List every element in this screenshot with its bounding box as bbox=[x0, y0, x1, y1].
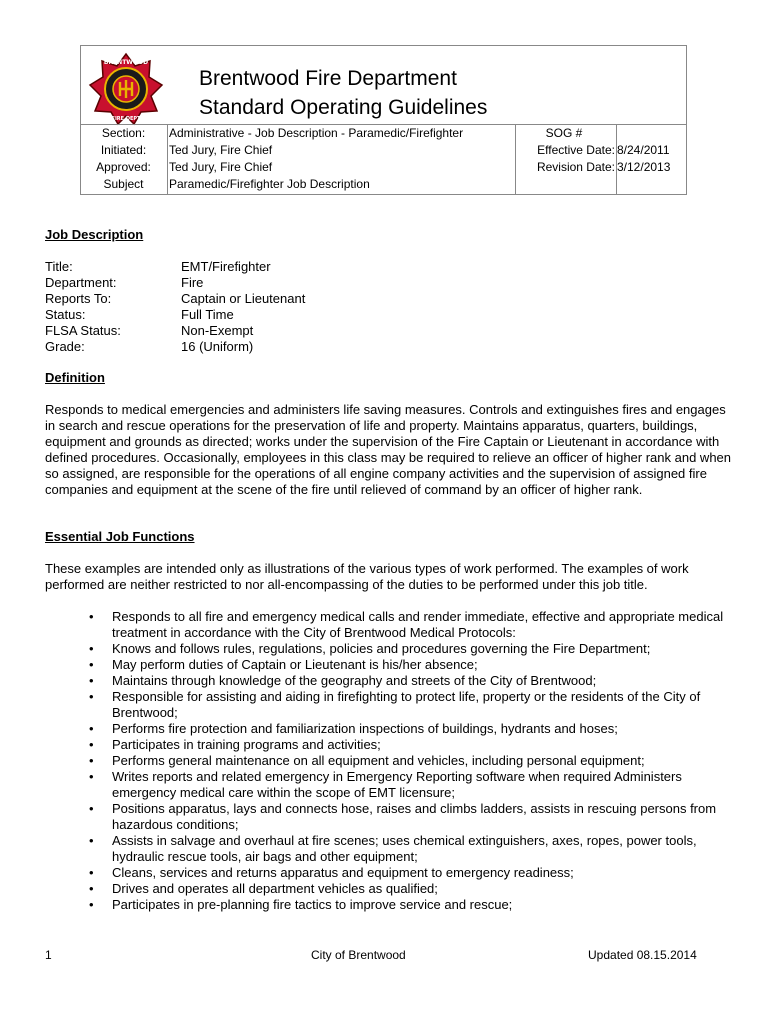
list-item: • Writes reports and related emergency in Emergency Reporting software when required Administers emergency medical care within the scope of EMT licensure; bbox=[86, 769, 736, 801]
sog-header-table bbox=[80, 45, 687, 195]
document-page: BRENTWOOD FIRE DEPT Brentwood Fire Department Standard Operating Guidelines Section: Administrative - Job Description - Paramedic/Firefighter SOG # Initiated: Ted Jury, Fire Chief Effective Date: 8/24/2011 Approved: Ted Jury, Fire Chief Revision Date: 3/12/2013 Subject Paramedic/Firefighter Job Description Job Description Title: EMT/Firefighter Department: Fire Reports To: Captain or Lieutenant Status: Full Time FLSA Status: Non-Exempt Grade: 16 (Uniform) Definition Responds to medical emergencies and administers life saving measures. Controls and extinguishes fires and engages in search and rescue operations for the preservation of life and property. Maintains apparatus, quarters, buildings, equipment and grounds as directed; works under the supervision of the Fire Captain or Lieutenant in accordance with defined procedures. Occasionally, employees in this class may be required to relieve an officer of higher rank and when so assigned, are responsible for the operations of all engine company activities and the supervision of assigned fire companies and equipment at the scene of the fire until relieved of command by an officer of higher rank. Essential Job Functions These examples are intended only as illustrations of the various types of work performed. The examples of work performed are neither restricted to nor all-encompassing of the duties to be performed under this job title. • Responds to all fire and emergency medical calls and render immediate, effective and appropriate medical treatment in accordance with the City of Brentwood Medical Protocols: • Knows and follows rules, regulations, policies and procedures governing the Fire Department; • May perform duties of Captain or Lieutenant is his/her absence; • Maintains through knowledge of the geography and streets of the City of Brentwood; • Responsible for assisting and aiding in firefighting to protect life, property or the residents of the City of Brentwood; • Performs fire protection and familiarization inspections of buildings, hydrants and hoses; • Participates in training programs and activities; • Performs general maintenance on all equipment and vehicles, including personal equipment; • Writes reports and related emergency in Emergency Reporting software when required Administers emergency medical care within the scope of EMT licensure; • Positions apparatus, lays and connects hose, raises and climbs ladders, assists in rescuing persons from hazardous conditions; • Assists in salvage and overhaul at fire scenes; uses chemical extinguishers, axes, ropes, power tools, hydraulic rescue tools, air bags and other equipment; • Cleans, services and returns apparatus and equipment to emergency readiness; • Drives and operates all department vehicles as qualified; • Participates in pre-planning fire tactics to improve service and rescue; 1 City of Brentwood Updated 08.15.2014 bbox=[0, 0, 770, 1024]
list-item: • Participates in training programs and activities; bbox=[86, 737, 736, 753]
definition-paragraph: Responds to medical emergencies and administers life saving measures. Controls and extinguishes fires and engages in search and rescue operations for the preservation of life and property. Maintains apparatus, quarters, buildings, equipment and grounds as directed; works under the supervision of the Fire Captain or Lieutenant in accordance with defined procedures. Occasionally, employees in this class may be required to relieve an officer of higher rank and when so assigned, are responsible for the operations of all engine company activities and the supervision of assigned fire companies and equipment at the scene of the fire until relieved of command by an officer of higher rank. bbox=[45, 402, 732, 497]
list-item: • Responds to all fire and emergency medical calls and render immediate, effective and appropriate medical treatment in accordance with the City of Brentwood Medical Protocols: bbox=[86, 609, 736, 641]
header-row-subject: Subject Paramedic/Firefighter Job Description bbox=[103, 177, 370, 191]
list-item: • Cleans, services and returns apparatus and equipment to emergency readiness; bbox=[86, 865, 736, 881]
list-item: • Responsible for assisting and aiding in firefighting to protect life, property or the residents of the City of Brentwood; bbox=[86, 689, 736, 721]
fire-department-badge-icon bbox=[87, 52, 165, 126]
definition-heading: Definition bbox=[45, 370, 105, 385]
list-item: • Knows and follows rules, regulations, policies and procedures governing the Fire Department; bbox=[86, 641, 736, 657]
svg-text:BRENTWOOD: BRENTWOOD bbox=[103, 59, 149, 66]
list-item: • May perform duties of Captain or Lieutenant is his/her absence; bbox=[86, 657, 736, 673]
list-item: • Performs fire protection and familiarization inspections of buildings, hydrants and hoses; bbox=[86, 721, 736, 737]
list-item: • Drives and operates all department vehicles as qualified; bbox=[86, 881, 736, 897]
footer-page-number: 1 bbox=[45, 948, 52, 962]
footer-updated-date: Updated 08.15.2014 bbox=[588, 948, 697, 962]
svg-text:FIRE DEPT: FIRE DEPT bbox=[111, 116, 141, 122]
list-item: • Maintains through knowledge of the geography and streets of the City of Brentwood; bbox=[86, 673, 736, 689]
header-row-initiated: Initiated: Ted Jury, Fire Chief Effective Date: 8/24/2011 bbox=[100, 143, 670, 157]
essential-functions-intro: These examples are intended only as illustrations of the various types of work performed. The examples of work performed are neither restricted to nor all-encompassing of the duties to be performed under this job title. bbox=[45, 561, 689, 592]
list-item: • Assists in salvage and overhaul at fire scenes; uses chemical extinguishers, axes, ropes, power tools, hydraulic rescue tools, air bags and other equipment; bbox=[86, 833, 736, 865]
footer-center-text: City of Brentwood bbox=[311, 948, 406, 962]
header-row-approved: Approved: Ted Jury, Fire Chief Revision Date: 3/12/2013 bbox=[96, 160, 671, 174]
essential-functions-heading: Essential Job Functions bbox=[45, 529, 195, 544]
header-row-section: Section: Administrative - Job Description - Paramedic/Firefighter SOG # bbox=[101, 126, 583, 140]
job-description-heading: Job Description bbox=[45, 227, 144, 242]
list-item: • Positions apparatus, lays and connects hose, raises and climbs ladders, assists in rescuing persons from hazardous conditions; bbox=[86, 801, 736, 833]
list-item: • Performs general maintenance on all equipment and vehicles, including personal equipment; bbox=[86, 753, 736, 769]
list-item: • Participates in pre-planning fire tactics to improve service and rescue; bbox=[86, 897, 736, 913]
document-title: Brentwood Fire Department Standard Operating Guidelines bbox=[199, 67, 488, 119]
essential-functions-list bbox=[86, 609, 736, 913]
